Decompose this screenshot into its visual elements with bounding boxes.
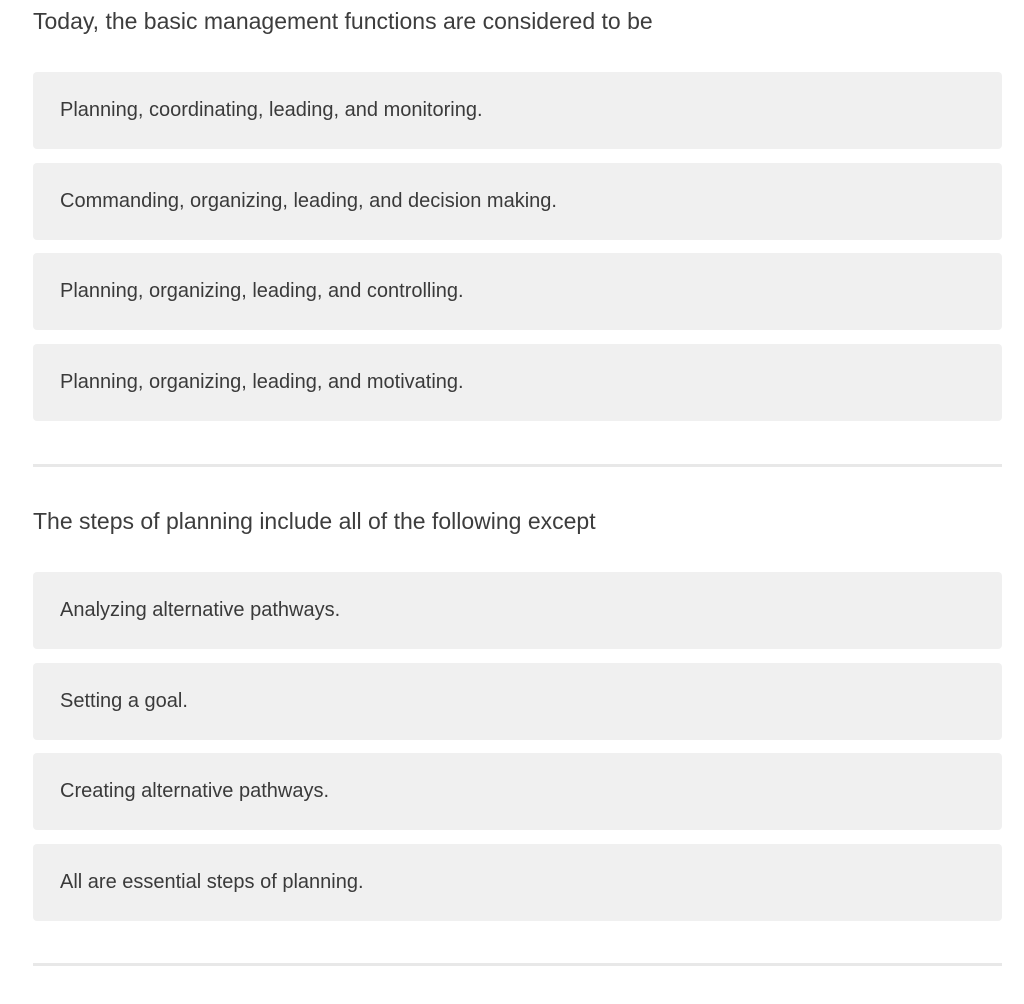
question-1-option-4[interactable]: Planning, organizing, leading, and motivating. <box>33 344 1002 421</box>
question-2-option-3[interactable]: Creating alternative pathways. <box>33 753 1002 830</box>
question-2-text: The steps of planning include all of the following except <box>33 508 596 534</box>
question-2 <box>33 500 1002 934</box>
question-2-option-4[interactable]: All are essential steps of planning. <box>33 844 1002 921</box>
question-divider <box>33 464 1002 467</box>
question-1-option-1[interactable]: Planning, coordinating, leading, and monitoring. <box>33 72 1002 149</box>
question-1-option-2[interactable]: Commanding, organizing, leading, and decision making. <box>33 163 1002 240</box>
question-2-option-2[interactable]: Setting a goal. <box>33 663 1002 740</box>
question-2-options <box>33 572 1002 921</box>
question-1-options <box>33 72 1002 421</box>
question-1 <box>33 0 1002 434</box>
question-divider <box>33 963 1002 966</box>
question-2-option-1[interactable]: Analyzing alternative pathways. <box>33 572 1002 649</box>
question-1-text: Today, the basic management functions are considered to be <box>33 8 653 34</box>
question-1-option-3[interactable]: Planning, organizing, leading, and controlling. <box>33 253 1002 330</box>
